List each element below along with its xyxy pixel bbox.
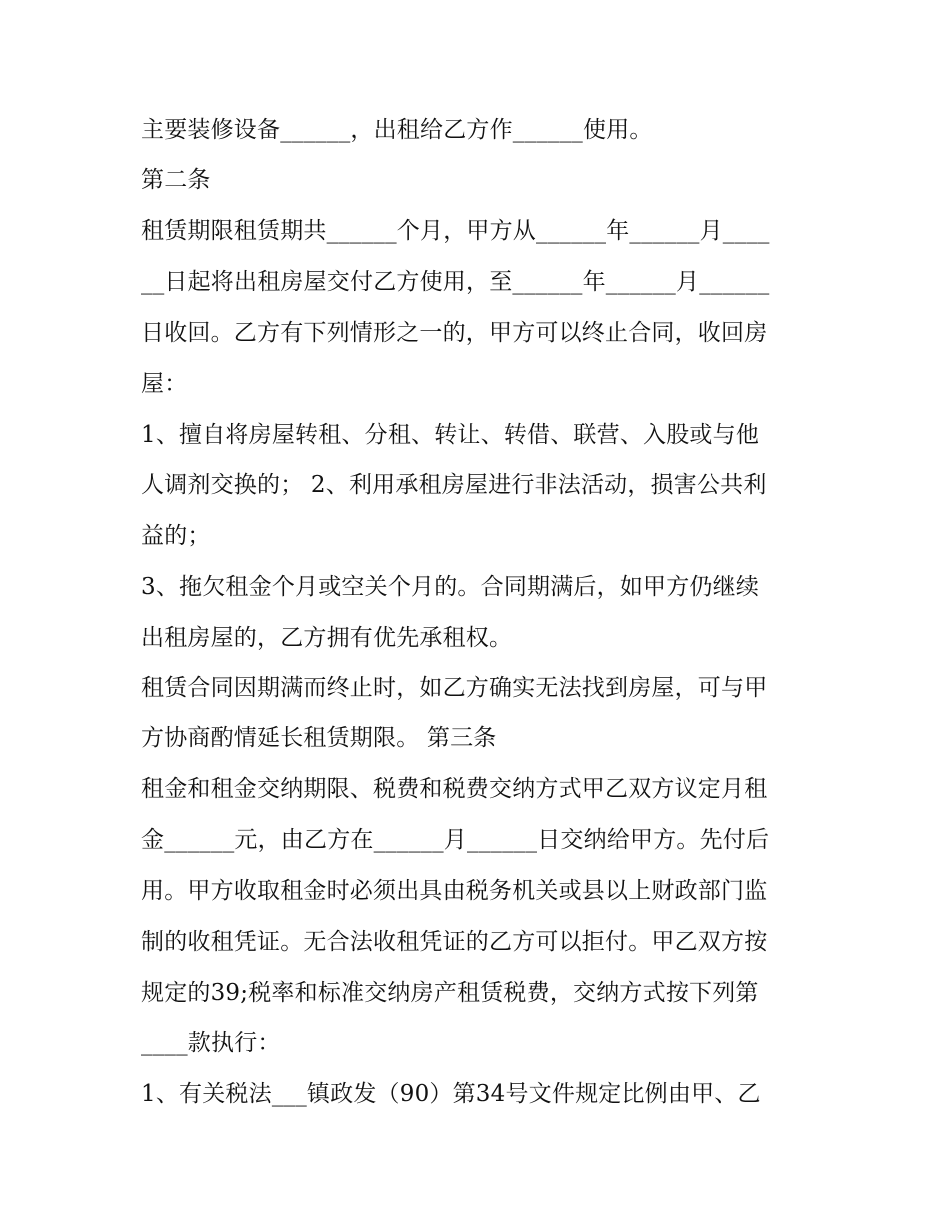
text-line: 规定的39;税率和标准交纳房产租赁税费，交纳方式按下列第 bbox=[141, 980, 759, 1006]
text-line: 制的收租凭证。无合法收租凭证的乙方可以拒付。甲乙双方按 bbox=[141, 929, 768, 955]
text-line: 3、拖欠租金个月或空关个月的。合同期满后，如甲方仍继续 bbox=[141, 574, 760, 600]
text-line: __日起将出租房屋交付乙方使用，至______年______月______ bbox=[141, 269, 770, 295]
text-line: ____款执行： bbox=[141, 1030, 281, 1056]
text-line: 租赁期限租赁期共______个月，甲方从______年______月____ bbox=[141, 218, 770, 244]
text-line: 益的； bbox=[141, 523, 211, 549]
text-line: 金______元，由乙方在______月______日交纳给甲方。先付后 bbox=[141, 827, 770, 853]
text-line: 租赁合同因期满而终止时，如乙方确实无法找到房屋，可与甲 bbox=[141, 675, 768, 701]
text-line: 人调剂交换的； 2、利用承租房屋进行非法活动，损害公共利 bbox=[141, 472, 767, 498]
text-line: 日收回。乙方有下列情形之一的，甲方可以终止合同，收回房 bbox=[141, 320, 768, 346]
text-line: 第二条 bbox=[141, 167, 211, 193]
text-line: 1、擅自将房屋转租、分租、转让、转借、联营、入股或与他 bbox=[141, 422, 760, 448]
text-line: 出租房屋的，乙方拥有优先承租权。 bbox=[141, 625, 513, 651]
text-line: 方协商酌情延长租赁期限。 第三条 bbox=[141, 725, 497, 751]
text-line: 1、有关税法___镇政发（90）第34号文件规定比例由甲、乙 bbox=[141, 1081, 761, 1107]
text-line: 屋： bbox=[141, 371, 188, 397]
text-line: 租金和租金交纳期限、税费和税费交纳方式甲乙双方议定月租 bbox=[141, 776, 768, 802]
text-line: 用。甲方收取租金时必须出具由税务机关或县以上财政部门监 bbox=[141, 878, 768, 904]
text-line: 主要装修设备______，出租给乙方作______使用。 bbox=[141, 117, 653, 143]
